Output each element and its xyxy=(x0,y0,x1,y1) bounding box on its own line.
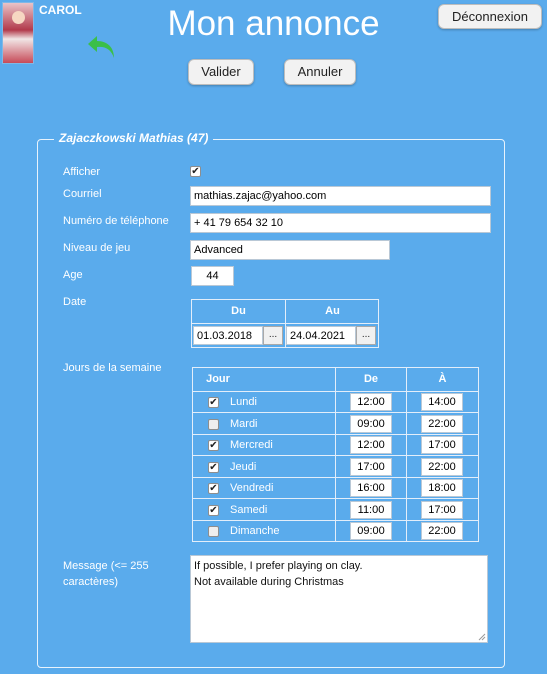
logout-button[interactable]: Déconnexion xyxy=(438,4,542,29)
weekday-from-time[interactable]: 12:00 xyxy=(350,436,392,454)
weekday-row xyxy=(193,457,478,478)
weekday-row xyxy=(193,392,478,413)
weekday-from-time[interactable]: 09:00 xyxy=(350,522,392,540)
page-title: Mon annonce xyxy=(167,4,380,43)
phone-label: Numéro de téléphone xyxy=(63,215,169,227)
validate-button[interactable]: Valider xyxy=(188,59,254,85)
message-label: Message (<= 255 caractères) xyxy=(63,560,149,588)
weekday-label: Vendredi xyxy=(230,482,274,494)
weekdays-table xyxy=(192,367,479,542)
weekday-row xyxy=(193,414,478,435)
date-from-header: Du xyxy=(231,305,246,317)
date-from-picker-button[interactable]: ... xyxy=(263,326,283,345)
show-label: Afficher xyxy=(63,166,101,178)
cancel-button[interactable]: Annuler xyxy=(284,59,356,85)
weekday-to-time[interactable]: 22:00 xyxy=(421,415,463,433)
weekday-checkbox[interactable] xyxy=(208,526,219,537)
weekday-from-time[interactable]: 17:00 xyxy=(350,458,392,476)
weekdays-label: Jours de la semaine xyxy=(63,362,162,374)
date-header-divider xyxy=(192,323,378,324)
weekday-label: Mercredi xyxy=(230,439,273,451)
phone-field[interactable]: + 41 79 654 32 10 xyxy=(190,213,491,233)
weekday-checkbox[interactable] xyxy=(208,419,219,430)
weekday-label: Mardi xyxy=(230,417,258,430)
weekday-checkbox[interactable]: ✔ xyxy=(209,397,218,408)
weekday-to-time[interactable]: 22:00 xyxy=(421,522,463,540)
date-label: Date xyxy=(63,296,87,308)
weekday-label: Samedi xyxy=(230,503,268,516)
date-to-picker-button[interactable]: ... xyxy=(356,326,376,345)
weekday-checkbox[interactable]: ✔ xyxy=(209,483,218,494)
row-divider xyxy=(193,541,478,542)
weekday-to-time[interactable]: 17:00 xyxy=(421,501,463,519)
fieldset-legend: Zajaczkowski Mathias (47) xyxy=(54,131,213,145)
weekday-checkbox[interactable]: ✔ xyxy=(209,504,218,516)
resize-grip-icon[interactable] xyxy=(478,633,486,641)
day-column-header: Jour xyxy=(206,373,230,385)
weekday-to-time[interactable]: 17:00 xyxy=(421,436,463,454)
show-checkbox[interactable]: ✔ xyxy=(191,166,200,177)
weekday-from-time[interactable]: 12:00 xyxy=(350,393,392,411)
weekday-label: Dimanche xyxy=(230,525,280,537)
weekday-label: Lundi xyxy=(230,396,257,408)
level-field[interactable]: Advanced xyxy=(190,240,390,260)
date-table xyxy=(191,299,379,348)
weekday-row xyxy=(193,500,478,521)
weekday-to-time[interactable]: 14:00 xyxy=(421,393,463,411)
weekday-from-time[interactable]: 11:00 xyxy=(350,501,392,519)
level-label: Niveau de jeu xyxy=(63,242,131,254)
date-from-field[interactable]: 01.03.2018 xyxy=(193,326,263,345)
weekday-checkbox[interactable]: ✔ xyxy=(209,440,218,451)
weekday-row xyxy=(193,478,478,499)
from-column-header: De xyxy=(363,373,379,385)
date-to-header: Au xyxy=(325,305,340,317)
weekday-label: Jeudi xyxy=(230,460,257,473)
email-label: Courriel xyxy=(63,188,102,200)
date-to-field[interactable]: 24.04.2021 xyxy=(286,326,356,345)
weekday-row xyxy=(193,435,478,456)
to-column-header: À xyxy=(438,373,447,385)
weekday-to-time[interactable]: 22:00 xyxy=(421,458,463,476)
email-field[interactable]: mathias.zajac@yahoo.com xyxy=(190,186,491,206)
user-name: CAROL xyxy=(39,3,82,17)
message-textarea[interactable]: If possible, I prefer playing on clay. Not available during Christmas xyxy=(190,555,488,643)
weekday-checkbox[interactable]: ✔ xyxy=(209,461,218,473)
weekday-from-time[interactable]: 09:00 xyxy=(350,415,392,433)
age-label: Age xyxy=(63,269,83,281)
weekday-row xyxy=(193,521,478,542)
weekday-from-time[interactable]: 16:00 xyxy=(350,479,392,497)
weekday-to-time[interactable]: 18:00 xyxy=(421,479,463,497)
age-field[interactable]: 44 xyxy=(191,266,234,286)
